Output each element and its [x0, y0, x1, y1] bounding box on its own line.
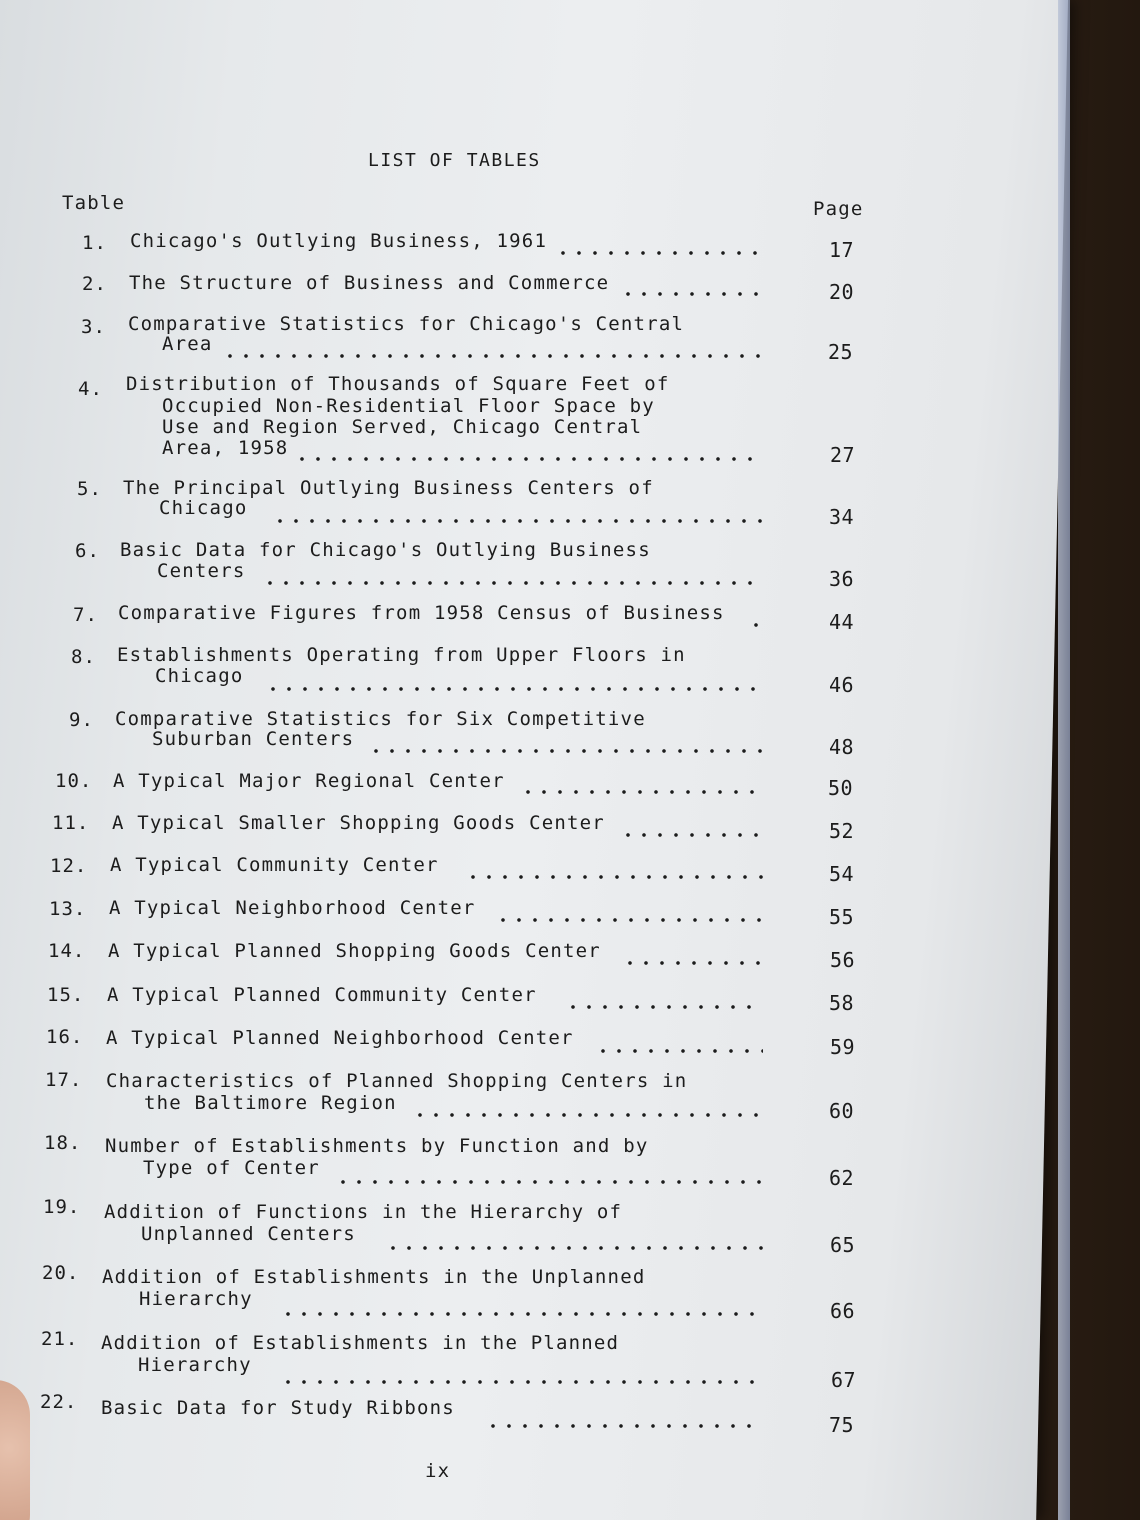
entry-number: 3. — [81, 316, 106, 338]
entry-page: 59 — [830, 1035, 856, 1059]
entry-page: 27 — [830, 443, 856, 467]
page-edge — [1058, 0, 1070, 1520]
entry-page: 67 — [831, 1368, 857, 1392]
entry-page: 44 — [829, 610, 855, 634]
entry-title: A Typical Planned Neighborhood Center — [106, 1027, 574, 1049]
dot-leader — [620, 833, 763, 837]
entry-title: Characteristics of Planned Shopping Centers in — [106, 1070, 688, 1092]
entry-page: 62 — [829, 1166, 855, 1190]
dot-leader — [280, 1312, 763, 1316]
thumb — [0, 1380, 30, 1520]
dot-leader — [294, 457, 764, 461]
entry-number: 6. — [75, 540, 100, 562]
entry-title: A Typical Major Regional Center — [113, 770, 505, 792]
entry-number: 1. — [82, 232, 107, 254]
entry-title-continued: Hierarchy — [138, 1354, 252, 1376]
entry-number: 12. — [50, 855, 88, 877]
entry-title: Chicago's Outlying Business, 1961 — [130, 230, 548, 252]
entry-page: 60 — [829, 1099, 855, 1123]
entry-title: A Typical Neighborhood Center — [109, 897, 476, 919]
entry-page: 34 — [829, 505, 855, 529]
dot-leader — [565, 1005, 763, 1009]
entry-title: The Principal Outlying Business Centers of — [123, 477, 654, 499]
entry-page: 66 — [830, 1299, 856, 1323]
entry-page: 65 — [830, 1233, 856, 1257]
dot-leader — [265, 687, 763, 691]
dot-leader — [335, 1180, 763, 1184]
entry-page: 75 — [829, 1413, 855, 1437]
entry-page: 20 — [829, 280, 855, 304]
entry-page: 58 — [829, 991, 855, 1015]
entry-title: A Typical Community Center — [110, 854, 439, 876]
entry-page: 56 — [830, 948, 856, 972]
entry-title: Distribution of Thousands of Square Feet of — [126, 373, 670, 395]
entry-title-continued: Occupied Non-Residential Floor Space by Use and Region Served, Chicago Central Area, 1958 — [162, 395, 655, 459]
table-column-header: Table — [62, 192, 126, 214]
dot-leader — [385, 1246, 763, 1250]
dot-leader — [262, 581, 764, 585]
entry-page: 25 — [828, 340, 854, 364]
entry-number: 19. — [43, 1196, 81, 1218]
entry-title-continued: Unplanned Centers — [141, 1223, 356, 1245]
entry-title: Basic Data for Study Ribbons — [101, 1397, 455, 1419]
entry-title: Addition of Establishments in the Unplanned — [102, 1266, 646, 1288]
entry-title-continued: Chicago — [155, 665, 244, 687]
entry-title-continued: Area — [162, 333, 213, 355]
entry-number: 2. — [82, 273, 107, 295]
entry-title: Addition of Functions in the Hierarchy of — [104, 1201, 623, 1223]
dot-leader — [222, 354, 767, 358]
entry-title: A Typical Smaller Shopping Goods Center — [112, 812, 605, 834]
entry-title: Addition of Establishments in the Planned — [101, 1332, 620, 1354]
dot-leader — [280, 1380, 763, 1384]
entry-title: Establishments Operating from Upper Floors in — [117, 644, 686, 666]
entry-page: 48 — [829, 735, 855, 759]
dot-leader — [412, 1113, 763, 1117]
entry-number: 18. — [44, 1132, 82, 1154]
entry-number: 14. — [48, 940, 86, 962]
entry-page: 46 — [829, 673, 855, 697]
entry-title: Comparative Statistics for Six Competitive — [115, 708, 646, 730]
dot-leader — [595, 1049, 763, 1053]
entry-number: 22. — [40, 1391, 78, 1413]
page-title: LIST OF TABLES — [368, 150, 541, 171]
dot-leader — [485, 1424, 763, 1428]
entry-number: 11. — [52, 812, 90, 834]
entry-title: A Typical Planned Community Center — [107, 984, 537, 1006]
entry-title: Comparative Figures from 1958 Census of Business — [118, 602, 725, 624]
entry-page: 36 — [829, 567, 855, 591]
entry-number: 10. — [55, 770, 93, 792]
entry-title-continued: Suburban Centers — [152, 728, 355, 750]
entry-title-continued: Chicago — [159, 497, 248, 519]
entry-page: 50 — [828, 776, 854, 800]
entry-title-continued: Type of Center — [143, 1157, 320, 1179]
dot-leader — [622, 961, 763, 965]
dot-leader — [368, 749, 763, 753]
entry-number: 16. — [46, 1026, 84, 1048]
entry-title: The Structure of Business and Commerce — [129, 272, 610, 294]
entry-number: 4. — [78, 378, 103, 400]
entry-number: 15. — [47, 984, 85, 1006]
entry-number: 8. — [71, 646, 96, 668]
dot-leader — [465, 875, 763, 879]
dot-leader — [272, 519, 764, 523]
dot-leader — [520, 790, 763, 794]
entry-title: Number of Establishments by Function and by — [105, 1135, 649, 1157]
dot-leader — [495, 918, 763, 922]
entry-page: 52 — [829, 819, 855, 843]
entry-number: 5. — [77, 478, 102, 500]
entry-number: 7. — [73, 604, 98, 626]
entry-number: 21. — [41, 1328, 79, 1350]
entry-number: 13. — [49, 898, 87, 920]
dot-leader — [620, 292, 765, 296]
entry-title: A Typical Planned Shopping Goods Center — [108, 940, 601, 962]
page-number: ix — [425, 1460, 451, 1482]
entry-number: 17. — [45, 1069, 83, 1091]
dot-leader — [748, 623, 764, 627]
entry-title-continued: Hierarchy — [139, 1288, 253, 1310]
entry-page: 17 — [829, 238, 855, 262]
entry-title: Basic Data for Chicago's Outlying Business — [120, 539, 651, 561]
entry-title: Comparative Statistics for Chicago's Central — [128, 313, 685, 335]
entry-page: 55 — [829, 905, 855, 929]
entry-page: 54 — [829, 862, 855, 886]
page-column-header: Page — [813, 198, 864, 220]
dot-leader — [555, 251, 765, 255]
entry-title-continued: the Baltimore Region — [144, 1092, 397, 1114]
entry-number: 20. — [42, 1262, 80, 1284]
entry-number: 9. — [69, 709, 94, 731]
entry-title-continued: Centers — [157, 560, 246, 582]
